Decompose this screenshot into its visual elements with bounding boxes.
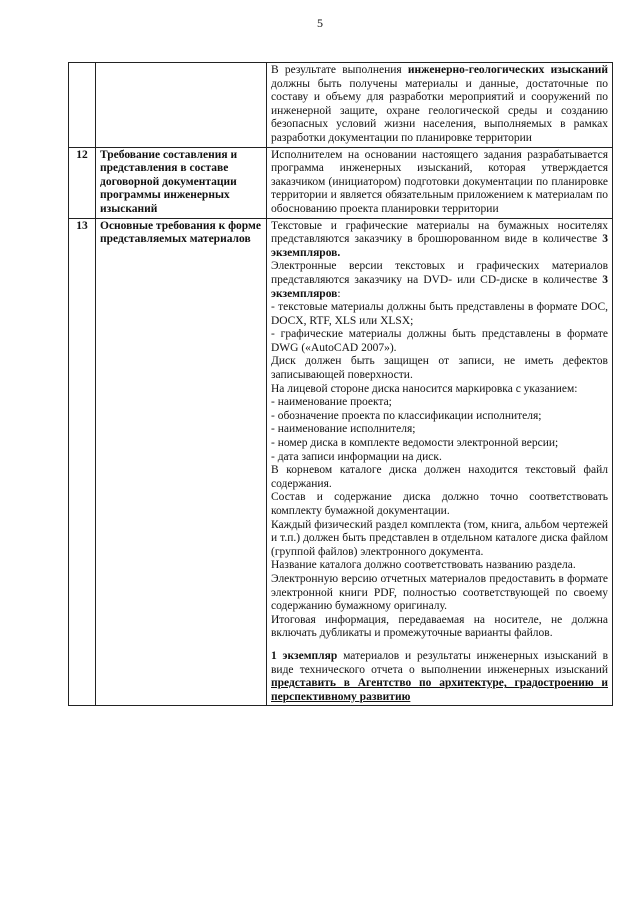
table-row xyxy=(69,147,613,218)
row-number: 12 xyxy=(69,147,96,218)
text-run: - номер диска в комплекте ведомости электронной версии; xyxy=(271,437,559,450)
description-paragraph xyxy=(271,451,608,465)
requirements-table xyxy=(68,62,613,706)
row-number xyxy=(69,63,96,148)
requirement-description xyxy=(267,147,613,218)
text-run: Каждый физический раздел комплекта (том, книга, альбом чертежей и т.п.) должен быть представлен в отдельном каталоге диска файлом (группой файлов) электронного документа. xyxy=(271,518,608,558)
description-paragraph xyxy=(271,464,608,491)
text-run: : xyxy=(337,287,341,300)
page-number: 5 xyxy=(317,16,323,30)
requirement-name: Основные требования к форме представляемых материалов xyxy=(96,218,267,706)
text-run: - обозначение проекта по классификации исполнителя; xyxy=(271,409,542,422)
text-run: Электронные версии текстовых и графических материалов представляются заказчику на DVD- или CD-диске в количестве xyxy=(271,260,608,286)
requirement-name: Требование составления и представления в составе договорной документации программы инженерных изысканий xyxy=(96,147,267,218)
text-run: Итоговая информация, передаваемая на носителе, не должна включать дубликаты и промежуточные варианты файлов. xyxy=(271,613,608,640)
requirements-table-body xyxy=(69,63,613,706)
requirement-description xyxy=(267,63,613,148)
description-paragraph xyxy=(271,220,608,261)
requirement-description xyxy=(267,218,613,706)
description-paragraph xyxy=(271,519,608,560)
text-run: - графические материалы должны быть представлены в формате DWG («AutoCAD 2007»). xyxy=(271,328,608,354)
text-run: 3 экземпляров xyxy=(271,273,608,300)
description-paragraph xyxy=(271,437,608,451)
text-run: - дата записи информации на диск. xyxy=(271,450,442,463)
description-paragraph xyxy=(271,64,608,146)
description-paragraph xyxy=(271,423,608,437)
text-run: должны быть получены материалы и данные, достаточные по составу и объему для разработки мероприятий и сооружений по инженерной защите, охране геологической среды и созданию безопасных условий жизни населения, выполняемых в рамках разработки документации по планировке территории xyxy=(271,77,608,144)
description-paragraph xyxy=(271,149,608,217)
description-paragraph xyxy=(271,396,608,410)
description-paragraph xyxy=(271,301,608,328)
text-run: В результате выполнения xyxy=(271,64,408,76)
description-paragraph xyxy=(271,559,608,573)
row-number: 13 xyxy=(69,218,96,706)
text-run: В корневом каталоге диска должен находится текстовый файл содержания. xyxy=(271,464,608,490)
text-run: 1 экземпляр xyxy=(271,649,338,662)
description-paragraph xyxy=(271,410,608,424)
description-paragraph xyxy=(271,573,608,614)
description-paragraph xyxy=(271,491,608,518)
text-run: - наименование исполнителя; xyxy=(271,423,416,436)
text-run: - текстовые материалы должны быть представлены в формате DOC, DOCX, RTF, XLS или XLSX; xyxy=(271,301,608,327)
description-paragraph xyxy=(271,383,608,397)
description-paragraph xyxy=(271,328,608,355)
text-run: Название каталога должно соответствовать названию раздела. xyxy=(271,559,576,572)
text-run: представить в Агентство по архитектуре, градостроению и перспективному развитию xyxy=(271,677,608,703)
table-row xyxy=(69,63,613,148)
description-paragraph xyxy=(271,355,608,382)
text-run: Текстовые и графические материалы на бумажных носителях представляются заказчику в брошюрованном виде в количестве xyxy=(271,219,608,246)
text-run: Диск должен быть защищен от записи, не иметь дефектов записывающей поверхности. xyxy=(271,355,608,382)
text-run: - наименование проекта; xyxy=(271,396,392,409)
text-run: Электронную версию отчетных материалов предоставить в формате электронной книги PDF, полностью соответствующей по своему содержанию бумажному оригиналу. xyxy=(271,572,608,613)
text-run: Состав и содержание диска должно точно соответствовать комплекту бумажной документации. xyxy=(271,491,608,517)
table-row xyxy=(69,218,613,706)
text-run: инженерно-геологических изысканий xyxy=(407,64,608,76)
text-run: 3 экземпляров. xyxy=(271,233,608,259)
text-run: Исполнителем на основании настоящего задания разрабатывается программа инженерных изысканий, которая утверждается заказчиком (инициатором) подготовки документации по планировке территории и является обязательным приложением к материалам по обоснованию проекта планировки территории xyxy=(271,148,608,215)
text-run: На лицевой стороне диска наносится маркировка с указанием: xyxy=(271,382,578,395)
description-paragraph xyxy=(271,260,608,301)
requirement-name xyxy=(96,63,267,148)
text-run: материалов и результаты инженерных изысканий в виде технического отчета о выполнении инженерных изысканий xyxy=(271,649,608,676)
description-paragraph xyxy=(271,614,608,641)
description-paragraph xyxy=(271,650,608,704)
